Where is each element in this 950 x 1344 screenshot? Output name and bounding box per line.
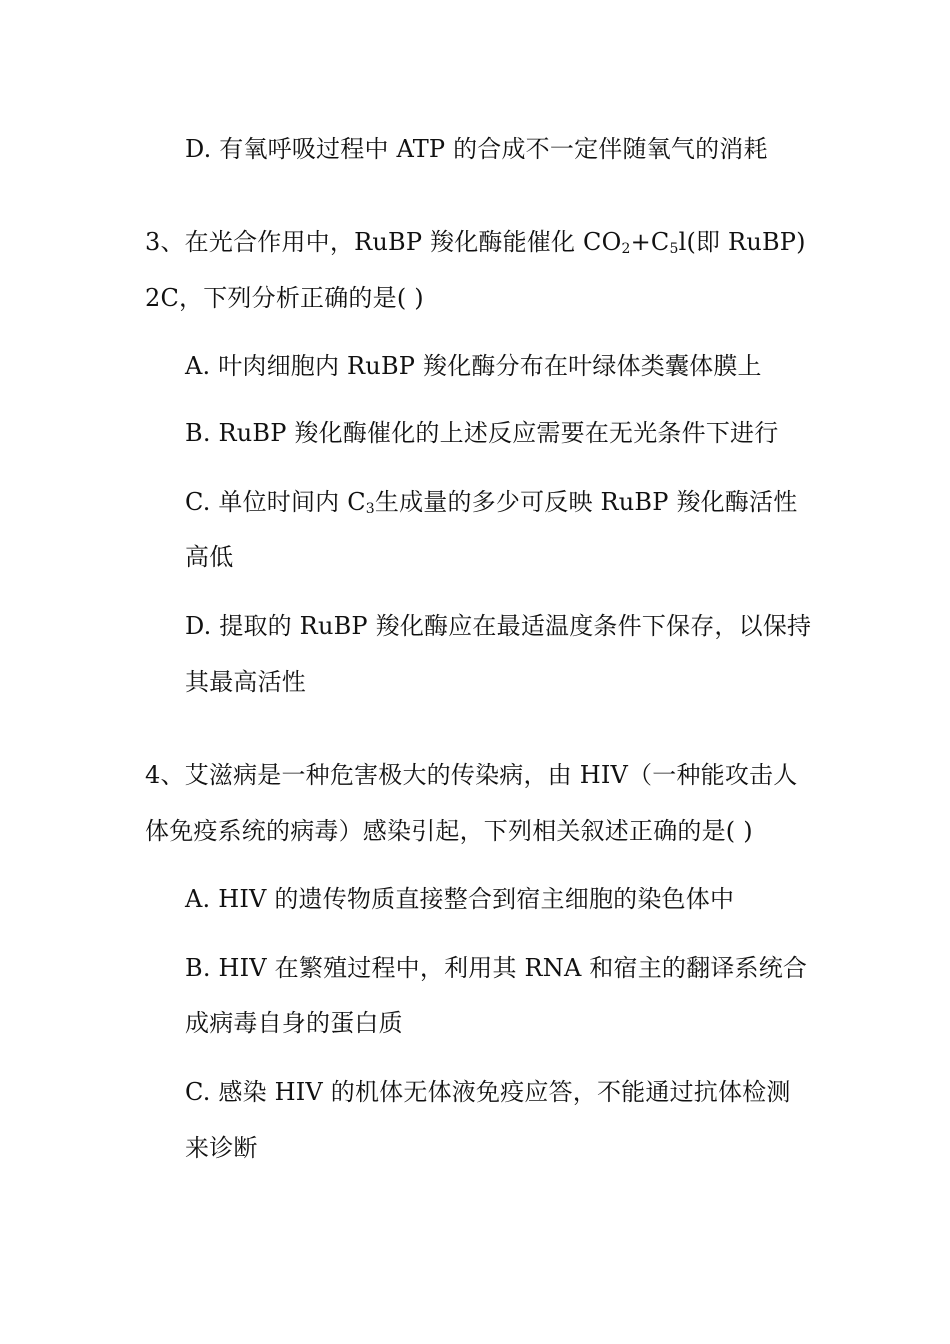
q3-stem-text-2: +C (630, 228, 670, 256)
q3-option-a: A. 叶肉细胞内 RuBP 羧化酶分布在叶绿体类囊体膜上 (185, 352, 762, 380)
q3-option-d-line1: D. 提取的 RuBP 羧化酶应在最适温度条件下保存，以保持 (185, 612, 812, 640)
q3-option-c-line1 (185, 486, 797, 518)
q3-option-c-text-1: C. 单位时间内 C (185, 488, 366, 516)
q4-option-a: A. HIV 的遗传物质直接整合到宿主细胞的染色体中 (185, 885, 735, 913)
q3-option-c-line2: 高低 (185, 543, 234, 571)
q2-option-d: D. 有氧呼吸过程中 ATP 的合成不一定伴随氧气的消耗 (185, 135, 768, 163)
q3-option-d-line2: 其最高活性 (185, 668, 306, 696)
q3-option-c-subscript: 3 (365, 501, 375, 517)
q4-option-c-line2: 来诊断 (185, 1134, 258, 1162)
q4-option-b-line2: 成病毒自身的蛋白质 (185, 1009, 403, 1037)
q4-stem-line1: 4、艾滋病是一种危害极大的传染病，由 HIV（一种能攻击人 (145, 761, 798, 789)
q3-subscript-5: 5 (669, 241, 679, 257)
q3-stem-line2: 2C，下列分析正确的是( ) (145, 284, 424, 312)
q3-stem-text-1: 3、在光合作用中，RuBP 羧化酶能催化 CO (145, 228, 622, 256)
q3-option-b: B. RuBP 羧化酶催化的上述反应需要在无光条件下进行 (185, 419, 779, 447)
q4-stem-line2: 体免疫系统的病毒）感染引起，下列相关叙述正确的是( ) (145, 817, 753, 845)
q3-stem-line1 (145, 226, 806, 258)
q4-option-b-line1: B. HIV 在繁殖过程中，利用其 RNA 和宿主的翻译系统合 (185, 954, 808, 982)
q3-subscript-2: 2 (621, 241, 631, 257)
q4-option-c-line1: C. 感染 HIV 的机体无体液免疫应答，不能通过抗体检测 (185, 1078, 791, 1106)
q3-option-c-text-2: 生成量的多少可反映 RuBP 羧化酶活性 (374, 488, 798, 516)
q3-stem-text-3: l(即 RuBP) (678, 228, 806, 256)
